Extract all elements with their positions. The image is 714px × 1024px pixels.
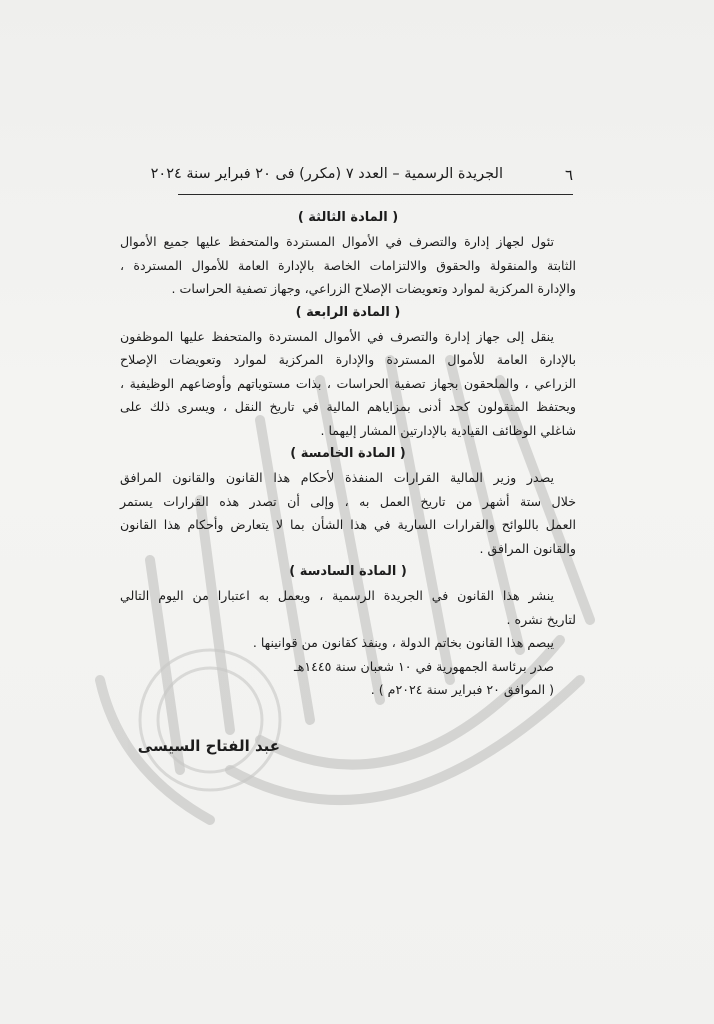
gazette-header [150, 160, 573, 195]
seal-line: يبصم هذا القانون بخاتم الدولة ، وينفذ كقانون من قوانينها . [252, 635, 554, 650]
article-text-line: شاغلي الوظائف القيادية بالإدارتين المشار إليهما . [320, 422, 576, 438]
gazette-issue-line: الجريدة الرسمية – العدد ٧ (مكرر) فى ٢٠ فبراير سنة ٢٠٢٤ [150, 166, 503, 182]
article-text-line: بالإدارة العامة للأموال المستردة والإدارة المركزية لموارد وتعويضات الإصلاح [120, 352, 576, 367]
article-text-line: العمل باللوائح والقرارات السارية في هذا الشأن بما لا يتعارض وأحكام هذا القانون [120, 517, 576, 532]
article-text-line: ينقل إلى جهاز إدارة والتصرف في الأموال المستردة والمتحفظ عليها الموظفون [120, 328, 554, 344]
article-3-text [120, 230, 576, 301]
article-text-line: والإدارة المركزية لموارد وتعويضات الإصلاح الزراعي، وجهاز تصفية الحراسات . [171, 281, 576, 296]
law-body [120, 206, 576, 702]
article-5-heading: ( المادة الخامسة ) [290, 446, 406, 461]
article-text-line: ينشر هذا القانون في الجريدة الرسمية ، ويعمل به اعتبارا من اليوم التالي [120, 588, 554, 603]
article-text-line: والقانون المرافق . [479, 540, 576, 556]
article-text-line: تئول لجهاز إدارة والتصرف في الأموال المستردة والمتحفظ عليها جميع الأموال [120, 234, 554, 249]
article-6-heading: ( المادة السادسة ) [289, 564, 407, 579]
article-6-text [120, 584, 576, 631]
president-signature: عبد الفتاح السيسى [137, 737, 280, 755]
article-text-line: ويحتفظ المنقولون كحد أدنى بمزاياهم المالية في تاريخ النقل ، ويسرى ذلك على [120, 399, 576, 414]
article-text-line: الثابتة والمنقولة والحقوق والالتزامات الخاصة بالإدارة العامة للأموال المستردة ، [120, 257, 576, 273]
article-4-heading: ( المادة الرابعة ) [295, 304, 401, 320]
issued-line: صدر برئاسة الجمهورية في ١٠ شعبان سنة ١٤٤٥هـ [294, 658, 554, 674]
article-text-line: يصدر وزير المالية القرارات المنفذة لأحكام هذا القانون والقانون المرافق [120, 470, 554, 485]
hijri-equivalent-line: ( الموافق ٢٠ فبراير سنة ٢٠٢٤م ) . [370, 682, 554, 697]
article-text-line: خلال ستة أشهر من تاريخ العمل به ، وإلى أن تصدر هذه القرارات يستمر [120, 493, 576, 509]
closing-block [120, 631, 576, 702]
article-text-line: لتاريخ نشره . [506, 611, 576, 627]
article-4-text [120, 325, 576, 443]
page-number: ٦ [564, 166, 573, 184]
article-text-line: الزراعي ، والملحقون بجهاز تصفية الحراسات ، بذات مستوياتهم وأوضاعهم الوظيفية ، [120, 375, 576, 391]
article-3-heading: ( المادة الثالثة ) [297, 210, 399, 225]
article-5-text [120, 466, 576, 560]
